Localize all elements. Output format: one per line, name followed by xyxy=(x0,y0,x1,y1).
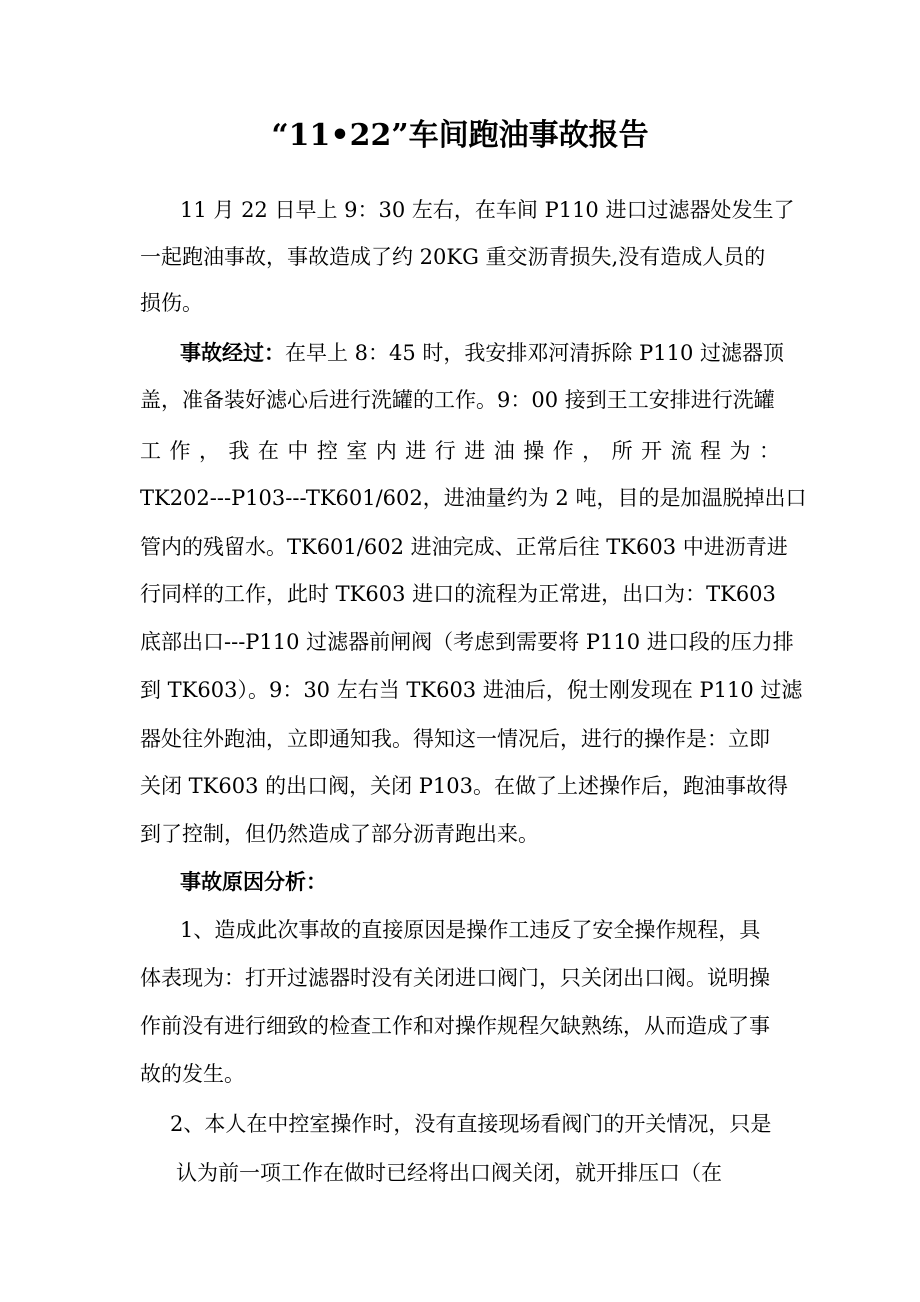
analysis-item-1-line-4: 故的发生。 xyxy=(140,1062,245,1086)
paragraph-1-line-3: 损伤。 xyxy=(140,291,203,315)
process-first-line xyxy=(180,337,784,369)
process-line-10: 关闭 TK603 的出口阀，关闭 P103。在做了上述操作后，跑油事故得 xyxy=(140,774,789,798)
process-line-4: TK202---P103---TK601/602，进油量约为 2 吨，目的是加温脱掉出口 xyxy=(140,486,807,510)
process-heading: 事故经过： xyxy=(180,340,285,365)
process-line-11: 到了控制，但仍然造成了部分沥青跑出来。 xyxy=(140,822,539,846)
process-line-1: 在早上 8：45 时，我安排邓河清拆除 P110 过滤器顶 xyxy=(285,341,784,365)
paragraph-1-line-1: 11 月 22 日早上 9：30 左右，在车间 P110 进口过滤器处发生了 xyxy=(180,198,795,222)
process-line-7: 底部出口---P110 过滤器前闸阀（考虑到需要将 P110 进口段的压力排 xyxy=(140,630,794,654)
process-line-9: 器处往外跑油，立即通知我。得知这一情况后，进行的操作是：立即 xyxy=(140,727,770,751)
analysis-item-1-line-3: 作前没有进行细致的检查工作和对操作规程欠缺熟练，从而造成了事 xyxy=(140,1014,770,1038)
process-line-5: 管内的残留水。TK601/602 进油完成、正常后往 TK603 中进沥青进 xyxy=(140,535,788,559)
analysis-item-1-line-2: 体表现为：打开过滤器时没有关闭进口阀门，只关闭出口阀。说明操 xyxy=(140,966,770,990)
analysis-heading: 事故原因分析： xyxy=(180,869,327,894)
analysis-item-1-line-1: 1、造成此次事故的直接原因是操作工违反了安全操作规程，具 xyxy=(180,918,761,942)
document-title: “11•22”车间跑油事故报告 xyxy=(271,118,649,153)
process-line-2: 盖，准备装好滤心后进行洗罐的工作。9：00 接到王工安排进行洗罐 xyxy=(140,388,775,412)
process-line-8: 到 TK603）。9：30 左右当 TK603 进油后，倪士刚发现在 P110 过滤 xyxy=(140,678,803,702)
analysis-item-2-line-1: 2、本人在中控室操作时，没有直接现场看阀门的开关情况，只是 xyxy=(170,1112,772,1136)
paragraph-1-line-2: 一起跑油事故，事故造成了约 20KG 重交沥青损失,没有造成人员的 xyxy=(140,245,766,269)
analysis-item-2-line-2: 认为前一项工作在做时已经将出口阀关闭，就开排压口（在 xyxy=(176,1161,722,1185)
process-line-3: 工作，我在中控室内进行进油操作，所开流程为： xyxy=(140,439,780,463)
process-line-6: 行同样的工作，此时 TK603 进口的流程为正常进，出口为：TK603 xyxy=(140,582,776,606)
